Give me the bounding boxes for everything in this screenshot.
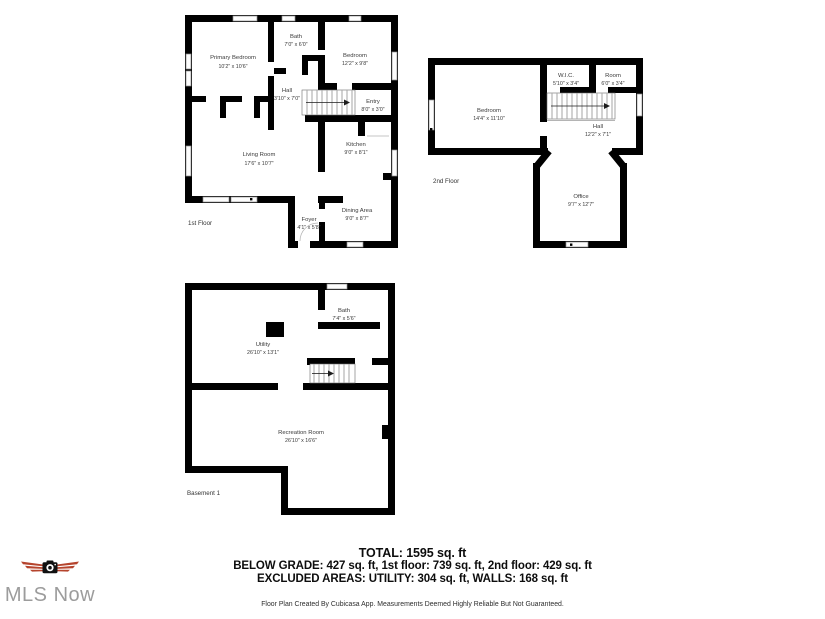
floor-plan-first-floor (183, 10, 401, 252)
area-summary (0, 546, 825, 586)
mls-now-logo (0, 556, 100, 607)
summary-excluded-areas: EXCLUDED AREAS: UTILITY: 304 sq. ft, WALLS: 168 sq. ft (257, 572, 568, 585)
room-dims-label: 14'4" x 11'10" (473, 116, 505, 122)
summary-total: TOTAL: 1595 sq. ft (358, 546, 467, 560)
summary-below-grade: BELOW GRADE: 427 sq. ft, 1st floor: 739 sq. ft, 2nd floor: 429 sq. ft (233, 560, 592, 572)
dimension-ticks (187, 286, 393, 512)
room-dims-label: 8'0" x 3'0" (361, 107, 385, 113)
right-wing (57, 562, 79, 572)
stairs-icon (547, 93, 615, 121)
windows (327, 284, 347, 289)
disclaimer (0, 596, 825, 612)
room-dims-label: 26'10" x 13'1" (247, 350, 279, 356)
room-name-label: Bath (289, 34, 303, 40)
room-name-label: Hall (592, 124, 604, 130)
room-dims-label: 9'0" x 8'7" (345, 216, 369, 222)
room-name-label: Bedroom (343, 53, 367, 59)
room-name-label: Office (573, 194, 589, 200)
room-name-label: Recreation Room (278, 430, 324, 436)
stairs-icon (310, 364, 355, 383)
room-dims-label: 12'2" x 9'8" (341, 61, 369, 67)
left-wing (21, 562, 43, 572)
camera-body (43, 561, 58, 574)
floor-label: Basement 1 (187, 490, 221, 497)
room-dims-label: 6'0" x 3'4" (601, 81, 625, 87)
room-dims-label: 26'10" x 16'6" (285, 438, 317, 444)
room-dims-label: 4'1" x 5'8" (297, 225, 321, 231)
room-dims-label: 17'6" x 10'7" (244, 161, 274, 167)
stairs-icon (302, 90, 355, 115)
floor-label: 1st Floor (188, 220, 213, 227)
room-name-label: Hall (281, 88, 293, 94)
room-name-label: Bath (337, 308, 351, 314)
disclaimer-text: Floor Plan Created By Cubicasa App. Measurements Deemed Highly Reliable But Not Guaranteed. (261, 601, 564, 608)
logo-text: MLS Now (4, 584, 96, 606)
room-name-label: Living Room (242, 152, 276, 158)
winged-camera-icon (20, 556, 80, 578)
room-name-label: Room (605, 73, 621, 79)
room-dims-label: 5'10" x 3'4" (552, 81, 580, 87)
room-dims-label: 12'2" x 7'1" (584, 132, 612, 138)
room-name-label: Primary Bedroom (210, 55, 256, 61)
room-name-label: Foyer (301, 217, 317, 223)
walls (185, 283, 395, 515)
furnace-icon (266, 322, 284, 337)
room-name-label: Dining Area (341, 208, 373, 214)
room-dims-label: 9'7" x 12'7" (567, 202, 595, 208)
room-dims-label: 3'10" x 7'0" (273, 96, 301, 102)
room-dims-label: 10'2" x 10'6" (218, 64, 248, 70)
room-name-label: Kitchen (346, 142, 366, 148)
room-name-label: Bedroom (477, 108, 501, 114)
room-dims-label: 9'0" x 8'1" (344, 150, 368, 156)
room-name-label: W.I.C. (557, 73, 575, 79)
room-name-label: Utility (255, 342, 271, 348)
room-name-label: Entry (366, 99, 380, 105)
floor-plan-second-floor (425, 55, 647, 255)
room-dims-label: 7'4" x 5'6" (332, 316, 356, 322)
floor-plan-basement (183, 279, 399, 519)
floor-label: 2nd Floor (433, 178, 460, 185)
room-dims-label: 7'0" x 6'0" (284, 42, 308, 48)
